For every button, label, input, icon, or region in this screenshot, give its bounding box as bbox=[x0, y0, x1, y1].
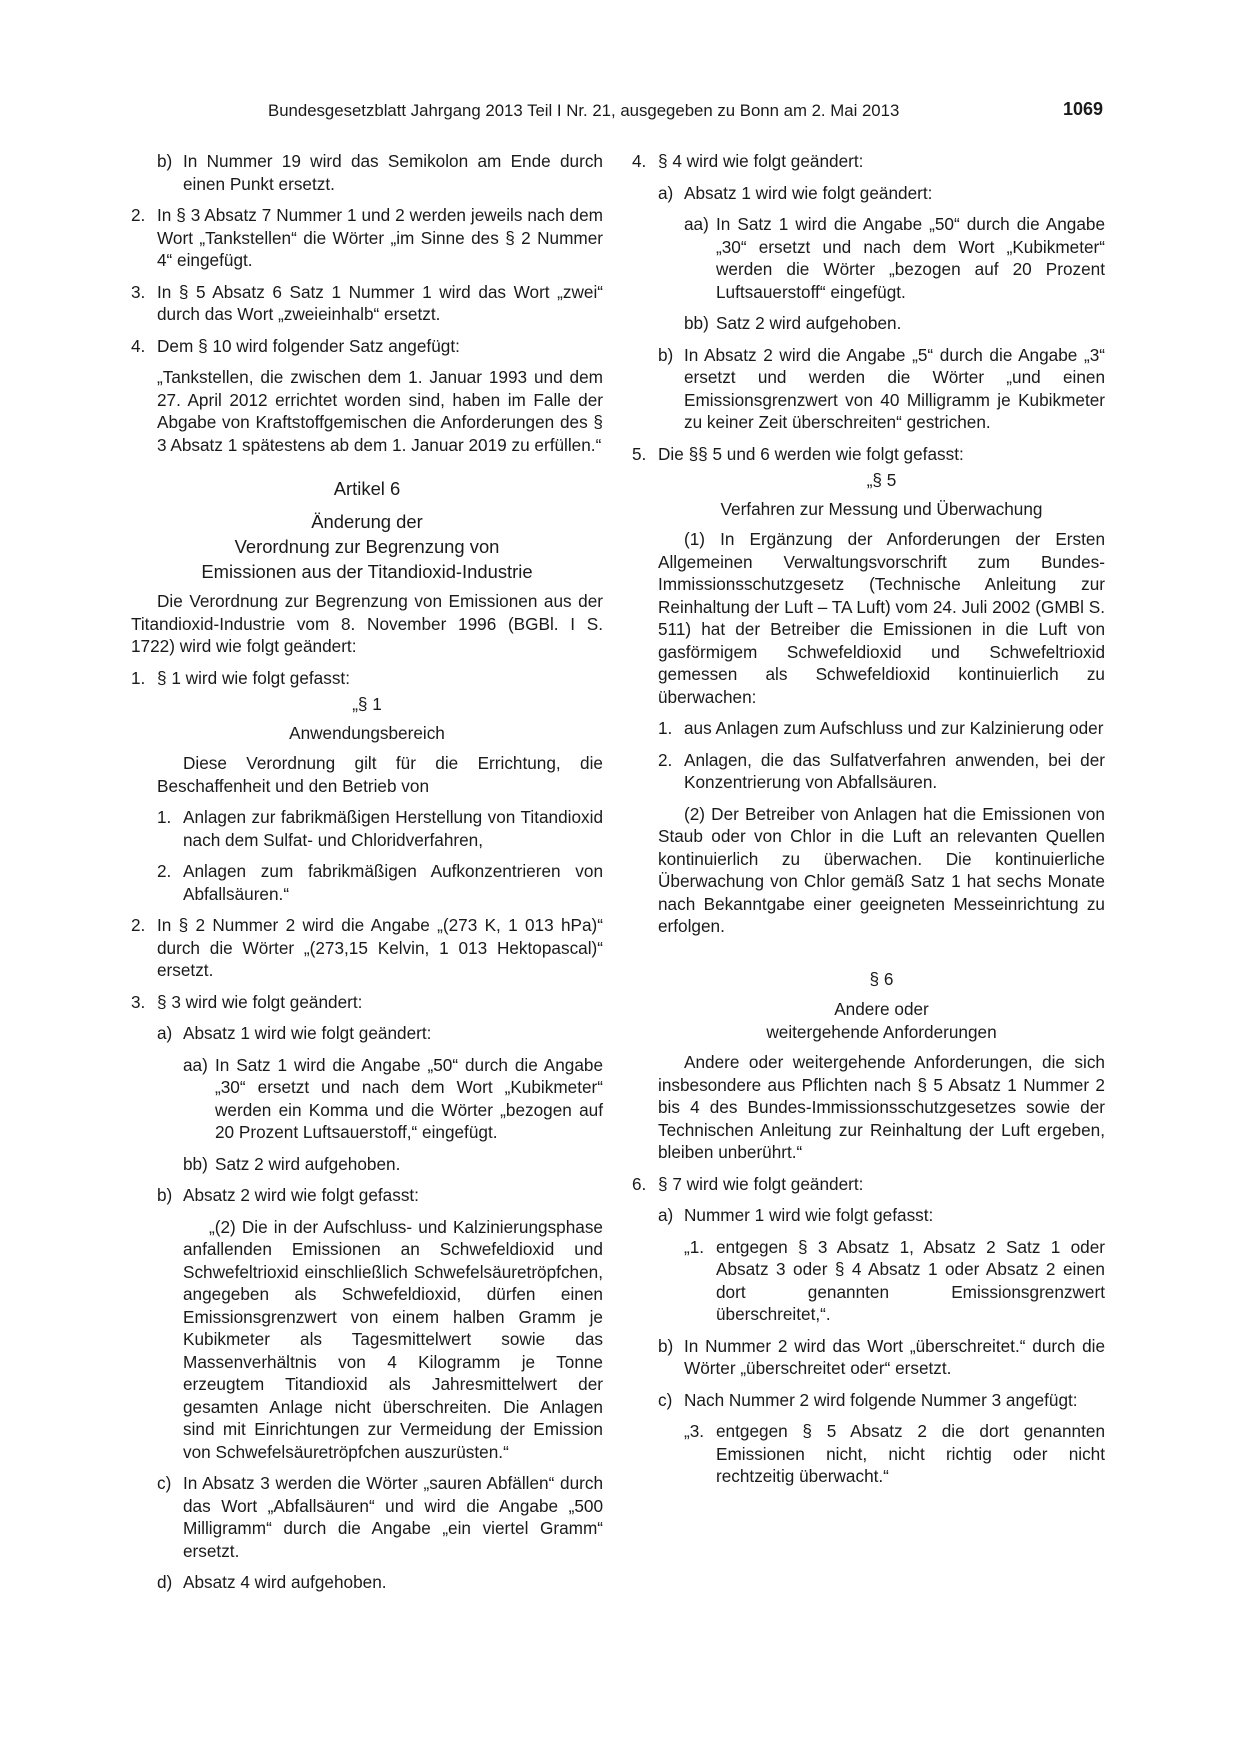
item-label: b) bbox=[658, 344, 674, 365]
item-label: c) bbox=[658, 1389, 673, 1410]
item-text: Die §§ 5 und 6 werden wie folgt gefasst: bbox=[658, 443, 964, 464]
list-item bbox=[131, 1571, 603, 1594]
list-item bbox=[131, 204, 603, 272]
item-text: aus Anlagen zum Aufschluss und zur Kalzinierung oder bbox=[684, 718, 1104, 738]
list-item bbox=[131, 1153, 603, 1176]
item-label: „1. bbox=[684, 1236, 705, 1257]
item-label: 1. bbox=[658, 718, 673, 738]
section-1-items bbox=[131, 806, 603, 905]
list-item bbox=[157, 806, 603, 851]
item-label: bb) bbox=[183, 1153, 208, 1174]
list-item bbox=[632, 150, 1105, 173]
list-item bbox=[131, 150, 603, 195]
page-header bbox=[268, 98, 1103, 124]
item-label: b) bbox=[157, 1185, 173, 1205]
list-item bbox=[632, 1204, 1105, 1227]
quoted-item bbox=[632, 1420, 1105, 1488]
item-text: Anlagen zur fabrikmäßigen Herstellung von Titandioxid nach dem Sulfat- und Chloridverfahren, bbox=[183, 807, 603, 850]
article-intro: Die Verordnung zur Begrenzung von Emissionen aus der Titandioxid-Industrie vom 8. November 1996 (BGBl. I S. 1722) wird wie folgt geändert: bbox=[131, 591, 603, 656]
item-text: § 4 wird wie folgt geändert: bbox=[658, 151, 864, 171]
quoted-paragraph: „(2) Die in der Aufschluss- und Kalzinierungsphase anfallenden Emissionen an Schwefeldioxid und Schwefeltrioxid einschließlich Schwefelsäuretröpfchen, angegeben als Schwefeldioxid, dürfen einen Emissionsgrenzwert von einem halben Gramm je Kubikmeter als Tagesmittelwert sowie das Massenverhältnis von 4 Kilogramm je Tonne erzeugtem Titandioxid als Jahresmittelwert der gesamten Anlage nicht überschreiten. Die Anlagen sind mit Einrichtungen zur Vermeidung der Emission von Schwefelsäuretröpfchen auszurüsten.“ bbox=[183, 1216, 603, 1462]
section-heading: Anwendungsbereich bbox=[289, 722, 445, 743]
item-label: 3. bbox=[131, 281, 146, 302]
item-text: Nach Nummer 2 wird folgende Nummer 3 angefügt: bbox=[684, 1389, 1078, 1410]
item-label: bb) bbox=[684, 313, 709, 333]
section-5-items bbox=[632, 717, 1105, 794]
item-text: In § 2 Nummer 2 wird die Angabe „(273 K, 1 013 hPa)“ durch die Wörter „(273,15 Kelvin, 1 013 Hektopascal)“ ersetzt. bbox=[157, 915, 603, 980]
item-text: In § 3 Absatz 7 Nummer 1 und 2 werden jeweils nach dem Wort „Tankstellen“ die Wörter „im Sinne des § 2 Nummer 4“ eingefügt. bbox=[157, 205, 603, 270]
article-heading-line: Verordnung zur Begrenzung von bbox=[234, 536, 500, 557]
item-label: a) bbox=[157, 1023, 173, 1043]
item-label: 5. bbox=[632, 443, 647, 464]
item-label: 2. bbox=[131, 205, 146, 225]
list-item bbox=[632, 1389, 1105, 1412]
list-item bbox=[157, 860, 603, 905]
list-item bbox=[658, 717, 1105, 740]
section-symbol: § 6 bbox=[869, 968, 894, 989]
section-paragraph: (2) Der Betreiber von Anlagen hat die Emissionen von Staub oder von Chlor in die Luft an relevanten Quellen kontinuierlich zu überwachen. Die kontinuierliche Überwachung von Chlor gemäß Satz 1 hat sechs Monate nach Bekanntgabe einer geeigneten Messeinrichtung zu erfolgen. bbox=[658, 803, 1105, 936]
item-text: In Absatz 2 wird die Angabe „5“ durch die Angabe „3“ ersetzt und werden die Wörter „und einen Emissionsgrenzwert von 40 Milligramm je Kubikmeter zu keiner Zeit überschreiten“ gestrichen. bbox=[684, 344, 1105, 432]
list-item bbox=[632, 312, 1105, 335]
list-item bbox=[632, 1173, 1105, 1196]
list-item bbox=[632, 182, 1105, 205]
list-item bbox=[131, 1022, 603, 1045]
item-label: aa) bbox=[183, 1054, 208, 1075]
item-label: 3. bbox=[131, 991, 146, 1012]
section-paragraph: (1) In Ergänzung der Anforderungen der Ersten Allgemeinen Verwaltungsvorschrift zum Bundes-Immissionsschutzgesetz (Technische Anleitung zur Reinhaltung der Luft – TA Luft) vom 24. Juli 2002 (GMBl S. 511) hat der Betreiber die Emissionen in die Luft von gasförmigem Schwefeldioxid und Schwefeltrioxid gemessen als Schwefeldioxid kontinuierlich zu überwachen: bbox=[658, 529, 1105, 707]
item-label: 1. bbox=[157, 807, 172, 827]
list-item bbox=[632, 213, 1105, 303]
item-text: Dem § 10 wird folgender Satz angefügt: bbox=[157, 335, 460, 356]
list-item bbox=[632, 1335, 1105, 1380]
item-label: 6. bbox=[632, 1173, 647, 1194]
item-text: § 1 wird wie folgt gefasst: bbox=[157, 667, 350, 688]
item-text: In Satz 1 wird die Angabe „50“ durch die Angabe „30“ ersetzt und nach dem Wort „Kubikmeter“ werden ein Komma und die Wörter „bezogen auf 20 Prozent Luftsauerstoff,“ eingefügt. bbox=[215, 1054, 603, 1142]
list-item bbox=[131, 1184, 603, 1207]
section-symbol: „§ 5 bbox=[866, 470, 897, 490]
list-item bbox=[131, 914, 603, 982]
item-label: 2. bbox=[658, 749, 673, 770]
item-text: entgegen § 3 Absatz 1, Absatz 2 Satz 1 oder Absatz 3 oder § 4 Absatz 1 oder Absatz 2 einen dort genannten Emissionsgrenzwert überschreitet,“. bbox=[716, 1236, 1105, 1324]
item-label: a) bbox=[658, 182, 674, 203]
item-text: In Nummer 2 wird das Wort „überschreitet.“ durch die Wörter „überschreitet oder“ ersetzt. bbox=[684, 1335, 1105, 1378]
item-label: 2. bbox=[157, 861, 172, 881]
item-label: 4. bbox=[131, 335, 146, 356]
page-number: 1069 bbox=[1062, 99, 1103, 119]
item-text: Absatz 2 wird wie folgt gefasst: bbox=[183, 1185, 419, 1205]
list-item bbox=[131, 1054, 603, 1144]
item-label: c) bbox=[157, 1473, 172, 1493]
item-text: In Nummer 19 wird das Semikolon am Ende durch einen Punkt ersetzt. bbox=[183, 151, 603, 194]
item-label: 4. bbox=[632, 151, 647, 171]
list-item bbox=[131, 1472, 603, 1562]
section-heading-line: Andere oder bbox=[834, 999, 929, 1019]
item-text: In Satz 1 wird die Angabe „50“ durch die Angabe „30“ ersetzt und nach dem Wort „Kubikmeter“ werden die Wörter „bezogen auf 20 Prozent Luftsauerstoff“ eingefügt. bbox=[716, 214, 1105, 302]
article-heading-line: Änderung der bbox=[311, 511, 423, 532]
section-text: Andere oder weitergehende Anforderungen, die sich insbesondere aus Pflichten nach § 5 Absatz 1 Nummer 2 bis 4 des Bundes-Immissionsschutzgesetzes sowie der Technischen Anleitung zur Reinhaltung der Luft ergeben, bleiben unberührt.“ bbox=[658, 1052, 1105, 1162]
item-label: 2. bbox=[131, 915, 146, 935]
item-label: b) bbox=[658, 1335, 674, 1356]
item-text: § 3 wird wie folgt geändert: bbox=[157, 991, 363, 1012]
quoted-sentence: „Tankstellen, die zwischen dem 1. Januar 1993 und dem 27. April 2012 errichtet worden sind, haben im Falle der Abgabe von Kraftstoffgemischen die Anforderungen des § 3 Absatz 1 spätestens ab dem 1. Januar 2019 zu erfüllen.“ bbox=[157, 367, 603, 455]
item-text: Nummer 1 wird wie folgt gefasst: bbox=[684, 1205, 934, 1225]
list-item bbox=[131, 991, 603, 1014]
item-label: d) bbox=[157, 1572, 173, 1592]
list-item bbox=[632, 344, 1105, 434]
item-label: „3. bbox=[684, 1421, 705, 1441]
item-text: Absatz 1 wird wie folgt geändert: bbox=[183, 1023, 432, 1043]
item-text: In § 5 Absatz 6 Satz 1 Nummer 1 wird das Wort „zwei“ durch das Wort „zweieinhalb“ ersetzt. bbox=[157, 281, 603, 324]
quoted-item bbox=[632, 1236, 1105, 1326]
list-item bbox=[131, 281, 603, 326]
item-label: aa) bbox=[684, 214, 709, 234]
item-label: 1. bbox=[131, 667, 146, 688]
left-column bbox=[131, 150, 603, 1603]
article-heading-line: Emissionen aus der Titandioxid-Industrie bbox=[201, 561, 533, 582]
article-title: Artikel 6 bbox=[333, 478, 401, 499]
right-column bbox=[632, 150, 1105, 1497]
section-text: Diese Verordnung gilt für die Errichtung, die Beschaffenheit und den Betrieb von bbox=[157, 753, 603, 796]
gazette-title: Bundesgesetzblatt Jahrgang 2013 Teil I Nr. 21, ausgegeben zu Bonn am 2. Mai 2013 bbox=[268, 101, 900, 120]
list-item bbox=[131, 335, 603, 358]
list-item bbox=[131, 667, 603, 690]
section-heading-line: weitergehende Anforderungen bbox=[766, 1021, 997, 1042]
item-label: a) bbox=[658, 1205, 674, 1225]
item-text: Anlagen, die das Sulfatverfahren anwenden, bei der Konzentrierung von Abfallsäuren. bbox=[684, 749, 1105, 792]
item-text: Anlagen zum fabrikmäßigen Aufkonzentrieren von Abfallsäuren.“ bbox=[183, 861, 603, 904]
item-text: entgegen § 5 Absatz 2 die dort genannten Emissionen nicht, nicht richtig oder nicht rechtzeitig überwacht.“ bbox=[716, 1421, 1105, 1486]
item-text: Satz 2 wird aufgehoben. bbox=[716, 313, 902, 333]
item-text: In Absatz 3 werden die Wörter „sauren Abfällen“ durch das Wort „Abfallsäuren“ und wird die Angabe „500 Milligramm“ durch die Angabe „ein viertel Gramm“ ersetzt. bbox=[183, 1473, 603, 1561]
list-item bbox=[658, 749, 1105, 794]
list-item bbox=[632, 443, 1105, 466]
item-text: Satz 2 wird aufgehoben. bbox=[215, 1153, 401, 1174]
section-symbol: „§ 1 bbox=[352, 694, 382, 714]
section-heading: Verfahren zur Messung und Überwachung bbox=[720, 498, 1043, 519]
item-text: § 7 wird wie folgt geändert: bbox=[658, 1173, 864, 1194]
item-text: Absatz 1 wird wie folgt geändert: bbox=[684, 182, 933, 203]
item-label: b) bbox=[157, 151, 173, 171]
item-text: Absatz 4 wird aufgehoben. bbox=[183, 1572, 387, 1592]
